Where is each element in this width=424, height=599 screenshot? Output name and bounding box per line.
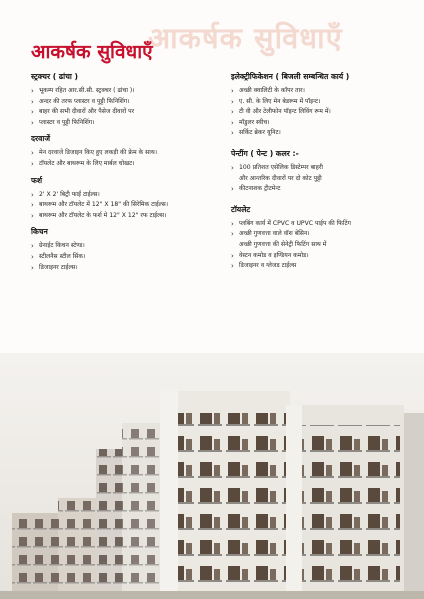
list-item-text: सर्किट ब्रेकर यूनिट। xyxy=(239,129,281,137)
watermark-heading: आकर्षक सुविधाएँ xyxy=(148,21,343,55)
list-item-text: भूकम्प रहित आर.सी.सी. स्ट्रक्चर ( ढांचा )। xyxy=(39,87,135,94)
chevron-right-icon: › xyxy=(31,201,34,210)
chevron-right-icon: › xyxy=(31,263,34,272)
section-painting xyxy=(231,149,417,195)
list-item xyxy=(31,159,227,170)
page-title: आकर्षक सुविधाएँ xyxy=(31,41,153,63)
section-kitchen xyxy=(31,227,227,273)
section-electrification xyxy=(231,72,417,139)
list-item-text: टॉयलेट और बाथरूम के लिए मार्बल चोखट। xyxy=(39,159,135,167)
list-item-text: टी वी और टेलीफोन पॉइन्ट लिविंग रूम में। xyxy=(239,108,331,116)
list-item-text: स्टीलनैस स्टील सिंक। xyxy=(39,252,86,260)
list-item xyxy=(231,128,417,139)
list-item-text: अन्दर की तरफ प्लास्टर व पुट्टी फिनिशिंग। xyxy=(39,97,130,105)
chevron-right-icon: › xyxy=(231,97,234,106)
list-item xyxy=(231,251,417,262)
chevron-right-icon: › xyxy=(31,149,34,158)
apartment-building-illustration xyxy=(0,353,424,599)
chevron-right-icon: › xyxy=(231,129,234,138)
chevron-right-icon: › xyxy=(231,251,234,260)
list-item xyxy=(231,86,417,97)
list-item xyxy=(231,219,417,230)
section-structure xyxy=(31,72,227,128)
list-item xyxy=(31,86,227,97)
list-item xyxy=(231,229,417,240)
list-item xyxy=(231,184,417,195)
list-item xyxy=(31,97,227,108)
list-item xyxy=(31,263,227,274)
left-column xyxy=(31,72,227,279)
chevron-right-icon: › xyxy=(31,190,34,199)
chevron-right-icon: › xyxy=(31,159,34,168)
building-photo xyxy=(0,353,424,599)
section-heading: किचन xyxy=(31,227,48,237)
chevron-right-icon: › xyxy=(231,87,234,95)
chevron-right-icon: › xyxy=(31,108,34,117)
list-item-continuation: और आन्तरिक दीवारों पर दो कोट पुट्टी xyxy=(239,174,322,182)
list-item-text: बाथरूम और टॉयलेट में 12" X 18" की सिरेमिक टाईल्स। xyxy=(39,201,169,209)
list-item-text: कीटनाशक ट्रीटमेन्ट xyxy=(239,185,281,193)
chevron-right-icon: › xyxy=(231,230,234,239)
list-item-text: वेस्टन कमोड व इण्डियन कमोड। xyxy=(239,251,309,259)
section-heading: इलेक्ट्रीफिकेशन ( बिजली सम्बन्धित कार्य ) xyxy=(231,72,350,81)
section-heading: स्ट्रक्चर ( ढांचा ) xyxy=(31,72,78,81)
list-item-text: प्लबिंग कार्य में CPVC व UPVC पाईप की फिटिंग xyxy=(239,219,351,227)
list-item-text: 2' X 2' बिट्री फाईं टाईल्स। xyxy=(39,190,100,198)
list-item xyxy=(31,107,227,118)
chevron-right-icon: › xyxy=(231,219,234,228)
list-item xyxy=(231,107,417,118)
section-flooring xyxy=(31,176,227,222)
list-item-text: अच्छी गुणवत्ता वाले वॉश बेसिन। xyxy=(239,230,310,238)
list-item xyxy=(31,190,227,201)
list-item xyxy=(31,148,227,159)
list-item xyxy=(31,241,227,252)
list-item-text: मेन दरवाजे डिजाइन किए हुए लकड़ी की फ्रेम के साथ। xyxy=(39,149,158,157)
list-item-text: बाहर की सभी दीवारों और पैसेज दीवारों पर xyxy=(39,108,135,116)
list-item-text: ग्रेनाईट किचन स्टेण्ड। xyxy=(39,242,85,250)
list-item xyxy=(231,163,417,174)
list-item-text: बाथरूम और टॉयलेट के फर्श मे 12" X 12" रफ टाईल्स। xyxy=(39,211,167,219)
list-item xyxy=(231,97,417,108)
list-item xyxy=(231,118,417,129)
chevron-right-icon: › xyxy=(31,252,34,261)
list-item xyxy=(231,261,417,272)
list-item xyxy=(31,211,227,222)
list-item-continuation: अच्छी गुणवत्ता की सेनेट्री फिटिंग साथ में xyxy=(239,240,327,248)
section-heading: पेन्टींग ( पेन्ट ) कलर :- xyxy=(231,148,299,158)
chevron-right-icon: › xyxy=(231,108,234,117)
list-item xyxy=(31,252,227,263)
list-item-text: डिजाइनर टाईल्स। xyxy=(39,263,78,271)
chevron-right-icon: › xyxy=(31,87,34,95)
chevron-right-icon: › xyxy=(31,97,34,106)
section-heading: दरवाजें xyxy=(31,134,50,144)
list-item-text: डिजाइनर व ग्लेजड टाईल्स xyxy=(239,262,297,270)
section-heading: टॉयलेट xyxy=(231,204,251,214)
list-item-text: प्लास्टर व पुट्टी फिनिशिंग। xyxy=(39,118,95,126)
chevron-right-icon: › xyxy=(231,262,234,271)
chevron-right-icon: › xyxy=(231,118,234,127)
list-item-text: ए. सी. के लिए मेन बेडरूम में पॉइन्ट। xyxy=(239,97,321,105)
list-item-text: 100 प्रतिशत एसेलिक डिस्टेम्पर बाहरी xyxy=(239,163,323,171)
section-toilet xyxy=(231,205,417,272)
list-item xyxy=(31,200,227,211)
chevron-right-icon: › xyxy=(31,118,34,127)
chevron-right-icon: › xyxy=(31,211,34,220)
list-item-text: अच्छी क्वालिटी के कॉपर तार। xyxy=(239,87,305,94)
list-item xyxy=(31,118,227,129)
section-heading: फर्श xyxy=(31,175,43,185)
chevron-right-icon: › xyxy=(231,163,234,172)
chevron-right-icon: › xyxy=(31,242,34,251)
right-column xyxy=(231,72,417,278)
list-item-text: मॉडुलर स्वीच। xyxy=(239,118,270,126)
chevron-right-icon: › xyxy=(231,185,234,194)
section-doors xyxy=(31,134,227,169)
